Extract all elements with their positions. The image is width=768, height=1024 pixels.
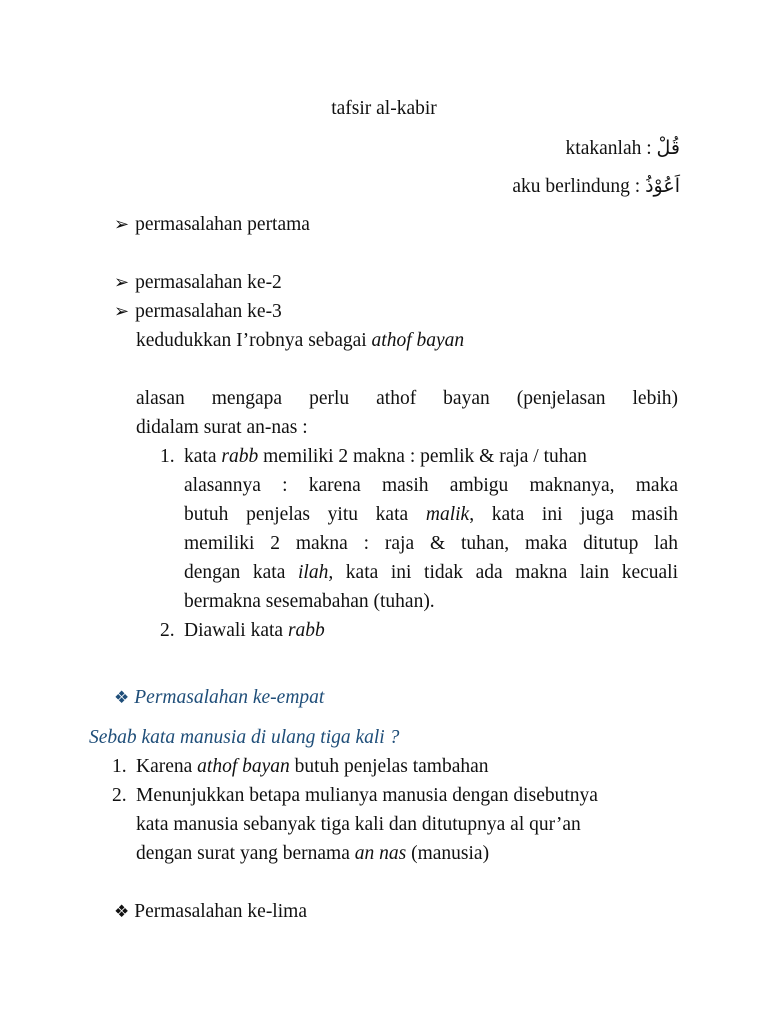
list1-item-1-pre: kata: [184, 446, 222, 467]
alasan-line-1: alasan mengapa perlu athof bayan (penjelasan lebih): [136, 388, 678, 409]
arrow-bullet-icon: ➢: [114, 301, 130, 321]
arrow-bullet-icon: ➢: [114, 214, 130, 234]
berlindung-line: [512, 172, 680, 201]
list2-item-2-line-3-post: (manusia): [406, 843, 490, 864]
list2-item-2-term: an nas: [354, 843, 407, 864]
alasannya-line-1: alasannya : karena masih ambigu maknanya, maka: [184, 475, 678, 496]
irob-line: [136, 326, 464, 355]
list1-number-1: 1.: [160, 446, 175, 467]
list2-item-2-line-3: [136, 839, 489, 868]
bullet-permasalahan-ke-3: [114, 297, 282, 326]
alasannya-line-4: dengan kata ilah, kata ini tidak ada makna lain kecuali: [184, 562, 678, 583]
document-title: tafsir al-kabir: [331, 98, 437, 119]
arrow-bullet-icon: ➢: [114, 272, 130, 292]
alasannya-line-2: butuh penjelas yitu kata malik, kata ini juga masih: [184, 504, 679, 525]
list2-number-2: 2.: [112, 785, 127, 806]
list1-item-2: [184, 616, 325, 645]
list2-item-1-pre: Karena: [136, 756, 198, 777]
katakan-label: ktakanlah :: [565, 138, 652, 159]
list2-item-2-line-2: kata manusia sebanyak tiga kali dan ditutupnya al qur’an: [136, 814, 581, 835]
heading-permasalahan-ke-lima: [114, 897, 307, 926]
list2-number-1: 1.: [112, 756, 127, 777]
katakan-arabic: قُلْ: [656, 137, 680, 159]
bullet-permasalahan-pertama: [114, 210, 310, 239]
diamond-bullet-icon: ❖: [114, 902, 130, 921]
bullet-text: permasalahan ke-2: [135, 272, 282, 293]
bullet-text: permasalahan ke-3: [135, 301, 282, 322]
alasannya-line-3: memiliki 2 makna : raja & tuhan, maka ditutup lah: [184, 533, 678, 554]
list1-item-2-term: rabb: [287, 620, 325, 641]
diamond-bullet-icon: ❖: [114, 688, 130, 707]
list1-item-1-term: rabb: [221, 446, 259, 467]
list1-item-2-pre: Diawali kata: [184, 620, 288, 641]
alasannya-line-5: bermakna sesemabahan (tuhan).: [184, 591, 435, 612]
heading-permasalahan-ke-empat: [114, 683, 324, 712]
irob-text: kedudukkan I’robnya sebagai: [136, 330, 372, 351]
heading-text: Permasalahan ke-lima: [134, 901, 307, 922]
alasan-paragraph: [136, 384, 678, 442]
list2-item-1-term: athof bayan: [197, 756, 290, 777]
berlindung-label: aku berlindung :: [512, 176, 641, 197]
list2-item-2-line-1: Menunjukkan betapa mulianya manusia dengan disebutnya: [136, 785, 598, 806]
katakan-line: [566, 134, 680, 163]
alasannya-paragraph: [184, 471, 678, 616]
question-line: Sebab kata manusia di ulang tiga kali ?: [89, 727, 400, 748]
list2-item-1-post: butuh penjelas tambahan: [289, 756, 489, 777]
list1-item-1: [184, 442, 587, 471]
irob-term: athof bayan: [371, 330, 465, 351]
heading-text: Permasalahan ke-empat: [134, 687, 325, 708]
alasan-line-2: didalam surat an-nas :: [136, 417, 308, 438]
list1-item-1-post: memiliki 2 makna : pemlik & raja / tuhan: [258, 446, 587, 467]
list2-item-2-line-3-pre: dengan surat yang bernama: [136, 843, 355, 864]
bullet-permasalahan-ke-2: [114, 268, 282, 297]
list2-item-1: [136, 752, 489, 781]
bullet-text: permasalahan pertama: [135, 214, 310, 235]
berlindung-arabic: اَعُوْذُ: [645, 175, 680, 197]
list1-number-2: 2.: [160, 620, 175, 641]
